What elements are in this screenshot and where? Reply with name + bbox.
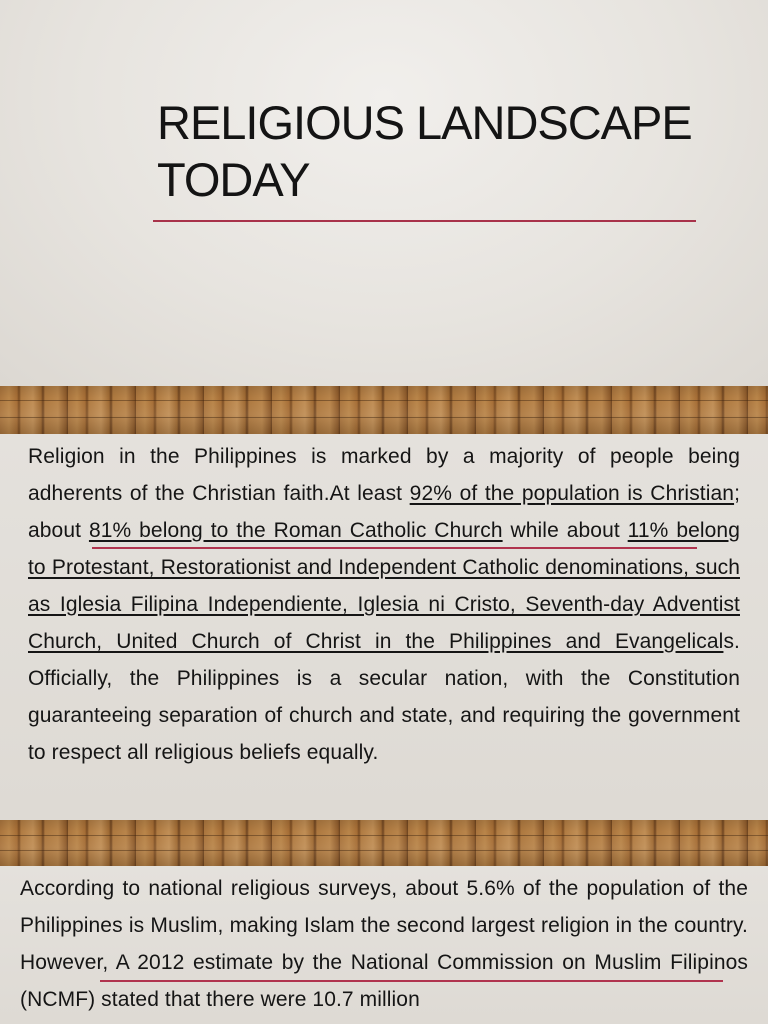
paragraph-panel-2 [0,866,768,1024]
wood-floor-band-top [0,386,768,434]
red-accent-line-2 [100,980,723,982]
para1-text-3: while about [502,519,628,542]
paragraph-muslim-population: According to national religious surveys, about 5.6% of the population of the Philippines is Muslim, making Islam the second largest religion in the country. However, A 2012 estimate by the National Commission on Muslim Filipinos (NCMF) stated that there were 10.7 million [20,877,748,1011]
para1-link-81-percent: 81% belong to the Roman Catholic Church [88,519,503,542]
para1-link-92-percent: 92% of the population is Christian [409,482,735,505]
para1-link-11-percent: 11% belong to Protestant, Restorationist and Independent Catholic denominations, such as Iglesia Filipina Independiente, Iglesia ni Cristo, Seventh-day Adventist Church, United Church of Christ in the Philippines and Evangelical [28,519,740,653]
title-section [0,0,768,386]
title-underline [153,220,696,222]
para1-text-2: ; about [28,482,740,542]
paragraph-panel-1 [0,434,768,820]
slide-title: RELIGIOUS LANDSCAPE TODAY [157,96,692,206]
paragraph-religion-overview [28,438,740,771]
wood-floor-band-middle [0,820,768,866]
red-accent-line-1 [92,547,697,549]
para1-text-4: s. Officially, the Philippines is a secular nation, with the Constitution guaranteeing separation of church and state, and requiring the government to respect all religious beliefs equally. [28,630,740,764]
para1-text-1: Religion in the Philippines is marked by a majority of people being adherents of the Christian faith.At least [28,445,740,505]
